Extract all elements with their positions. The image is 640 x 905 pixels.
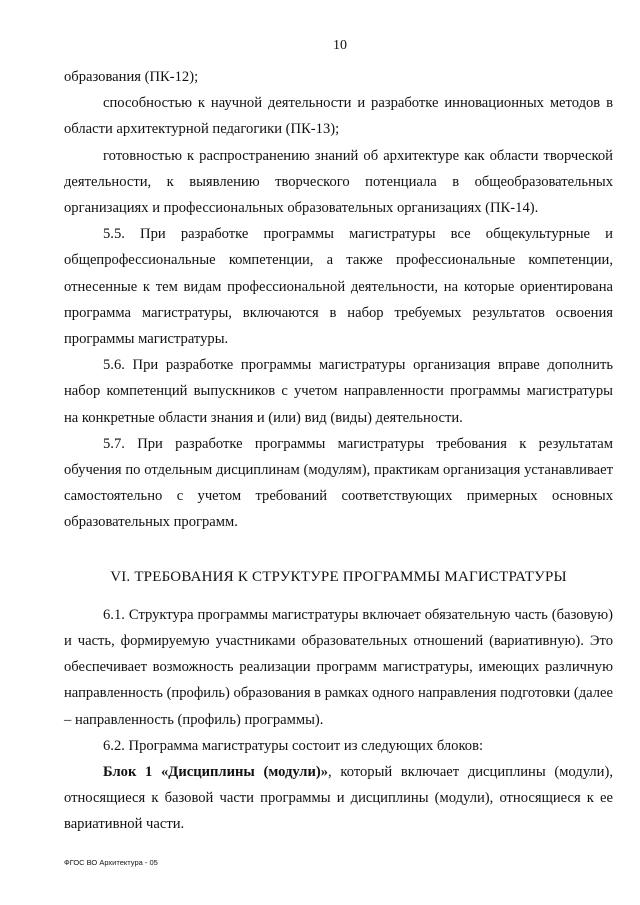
paragraph-5-6: 5.6. При разработке программы магистратуры организация вправе дополнить набор компетенций выпускников с учетом направленности программы магистратуры на конкретные области знания и (или) вид (виды) деятельности. <box>64 357 613 426</box>
paragraph-pk13: способностью к научной деятельности и разработке инновационных методов в области архитектурной педагогики (ПК-13); <box>64 95 613 138</box>
section-heading: VI. ТРЕБОВАНИЯ К СТРУКТУРЕ ПРОГРАММЫ МАГИСТРАТУРЫ <box>110 568 567 585</box>
block-1-text: , который включает дисциплины (модули), относящиеся к базовой части программы и дисциплины (модули), относящиеся к ее вариативной части. <box>64 764 613 833</box>
paragraph-6-2: 6.2. Программа магистратуры состоит из следующих блоков: <box>103 737 484 754</box>
paragraph-5-5: 5.5. При разработке программы магистратуры все общекультурные и общепрофессиональные компетенции, а также профессиональные компетенции, отнесенные к тем видам профессиональной деятельности, на которые ориентирована программа магистратуры, включаются в набор требуемых результатов освоения программы магистратуры. <box>64 226 613 348</box>
document-body <box>64 64 613 838</box>
paragraph-pk14: готовностью к распространению знаний об архитектуре как области творческой деятельности, к выявлению творческого потенциала в общеобразовательных организациях и профессиональных образовательных организациях (ПК-14). <box>64 147 613 217</box>
paragraph-6-1: 6.1. Структура программы магистратуры включает обязательную часть (базовую) и часть, формируемую участниками образовательных отношений (вариативную). Это обеспечивает возможность реализации программ магистратуры, имеющих различную направленность (профиль) образования в рамках одного направления подготовки (далее – направленность (профиль) программы). <box>64 606 614 728</box>
paragraph-pk12-tail: образования (ПК-12); <box>64 69 199 85</box>
paragraph-5-7: 5.7. При разработке программы магистратуры требования к результатам обучения по отдельным дисциплинам (модулям), практикам организация устанавливает самостоятельно с учетом требований соответствующих примерных основных образовательных программ. <box>64 435 613 531</box>
block-1-title: Блок 1 «Дисциплины (модули)» <box>103 764 329 781</box>
document-footer: ФГОС ВО Архитектура - 05 <box>64 858 158 867</box>
paragraph-block-1 <box>64 759 613 838</box>
page-number: 10 <box>333 38 347 53</box>
